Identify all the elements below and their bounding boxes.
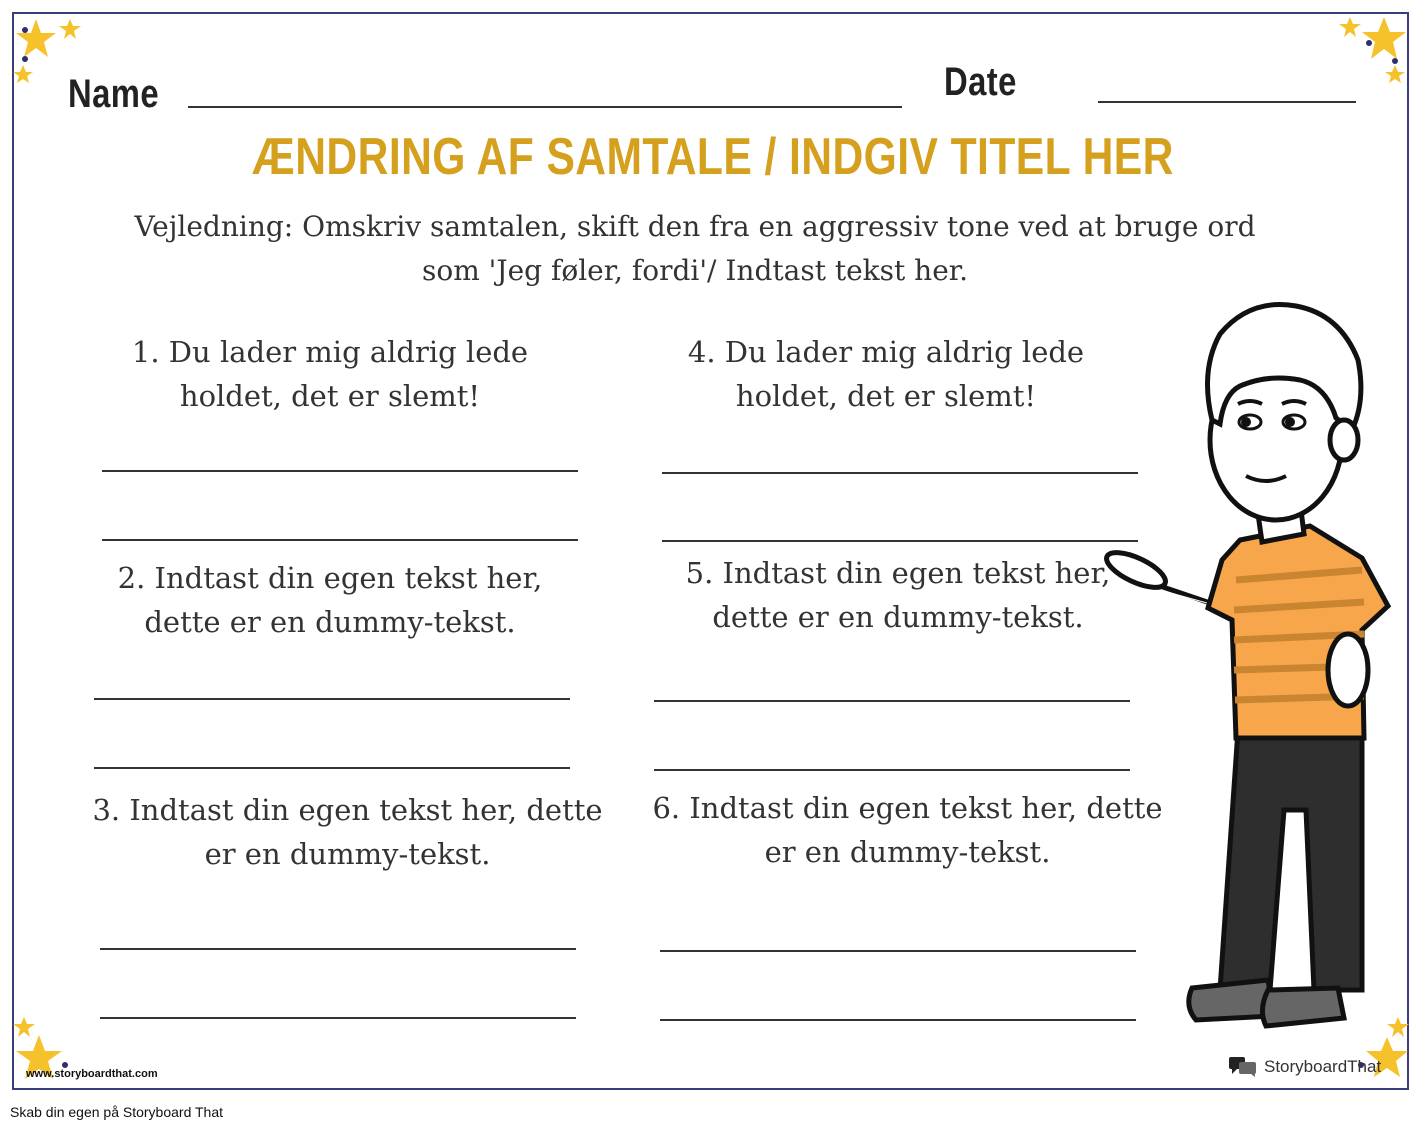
dot xyxy=(22,27,28,33)
dot xyxy=(1366,40,1372,46)
answer-line[interactable] xyxy=(660,950,1136,952)
answer-line[interactable] xyxy=(102,539,578,541)
page-title-text: ÆNDRING AF SAMTALE / INDGIV TITEL HER xyxy=(251,128,1174,186)
answer-line[interactable] xyxy=(100,1017,576,1019)
question-4 xyxy=(646,330,1126,418)
answer-line[interactable] xyxy=(100,948,576,950)
star-icon xyxy=(14,18,58,62)
answer-line[interactable] xyxy=(102,470,578,472)
storyboard-brand[interactable] xyxy=(1228,1056,1381,1078)
instructions-line: Vejledning: Omskriv samtalen, skift den fra en aggressiv tone ved at bruge ord xyxy=(134,210,1256,243)
footer-url[interactable]: www.storyboardthat.com xyxy=(26,1068,158,1080)
brand-text: StoryboardThat xyxy=(1264,1057,1382,1076)
answer-line[interactable] xyxy=(654,700,1130,702)
star-icon xyxy=(1384,64,1406,86)
name-label: Name xyxy=(68,72,159,116)
star-icon xyxy=(12,1016,36,1040)
instructions xyxy=(110,205,1280,293)
question-text: 1. Du lader mig aldrig lede xyxy=(131,335,529,369)
date-label: Date xyxy=(944,60,1017,104)
star-icon xyxy=(58,18,82,42)
question-text: 5. Indtast din egen tekst her, xyxy=(685,556,1111,590)
page-title xyxy=(0,127,1425,187)
question-text: 6. Indtast din egen tekst her, dette xyxy=(652,791,1163,825)
question-text: dette er en dummy-tekst. xyxy=(712,600,1084,634)
answer-line[interactable] xyxy=(94,767,570,769)
boy-character-illustration xyxy=(1100,290,1400,1040)
question-1 xyxy=(90,330,570,418)
answer-line[interactable] xyxy=(660,1019,1136,1021)
answer-line[interactable] xyxy=(654,769,1130,771)
question-text: holdet, det er slemt! xyxy=(179,379,481,413)
answer-line[interactable] xyxy=(94,698,570,700)
question-2 xyxy=(80,556,580,644)
footer-credit[interactable]: Skab din egen på Storyboard That xyxy=(10,1104,224,1120)
question-text: 4. Du lader mig aldrig lede xyxy=(687,335,1085,369)
question-text: er en dummy-tekst. xyxy=(764,835,1051,869)
question-text: er en dummy-tekst. xyxy=(204,837,491,871)
answer-line[interactable] xyxy=(662,472,1138,474)
dot xyxy=(22,56,28,62)
instructions-line: som 'Jeg føler, fordi'/ Indtast tekst her. xyxy=(422,254,968,287)
answer-line[interactable] xyxy=(662,540,1138,542)
question-text: 2. Indtast din egen tekst her, xyxy=(117,561,543,595)
question-6 xyxy=(650,786,1165,874)
question-text: dette er en dummy-tekst. xyxy=(144,605,516,639)
date-line[interactable] xyxy=(1098,101,1356,103)
star-icon xyxy=(1338,16,1362,40)
question-5 xyxy=(648,551,1148,639)
question-text: 3. Indtast din egen tekst her, dette xyxy=(92,793,603,827)
star-icon xyxy=(12,64,34,86)
question-3 xyxy=(90,788,605,876)
question-text: holdet, det er slemt! xyxy=(735,379,1037,413)
dot xyxy=(1392,58,1398,64)
name-line[interactable] xyxy=(188,106,902,108)
storyboard-logo-icon xyxy=(1228,1056,1258,1078)
